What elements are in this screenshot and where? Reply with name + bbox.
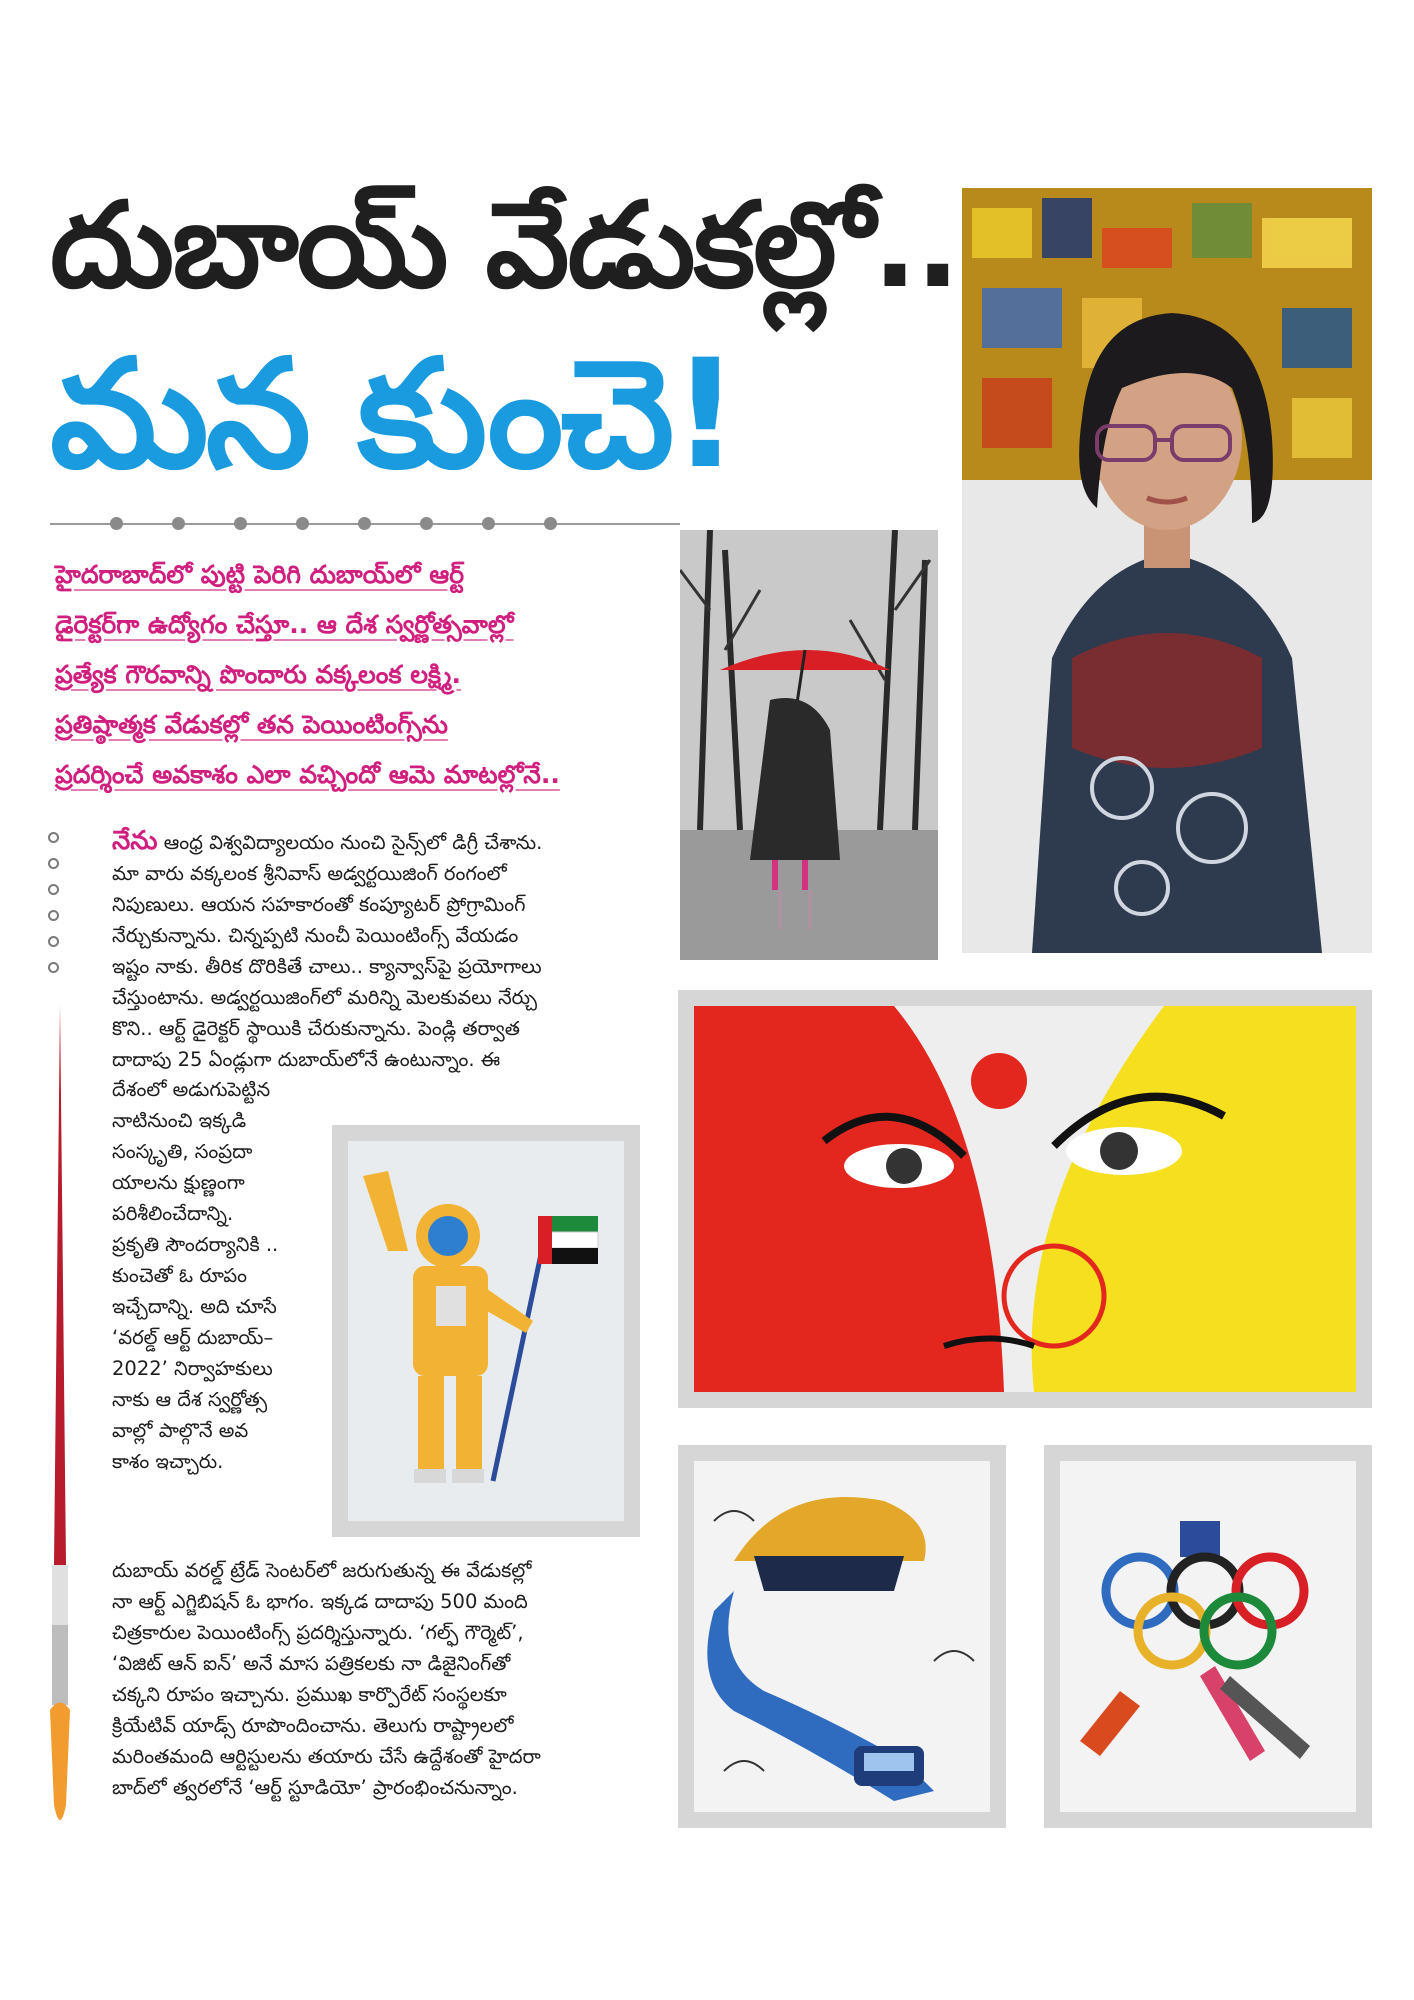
rule-dot [358,517,371,530]
body-line: సంస్కృతి, సంప్రదా [112,1140,253,1163]
circle-icon [48,962,59,973]
body-line: దేశంలో అడుగుపెట్టిన [112,1078,271,1101]
olympic-rings-painting [1044,1445,1372,1828]
body-text-block-2 [112,1074,327,1477]
circle-icon [48,884,59,895]
lead-line: ప్రత్యేక గౌరవాన్ని పొందారు వక్కలంక లక్ష్మి. [55,660,461,689]
drop-word: నేను [112,826,158,856]
durga-face-painting [678,990,1372,1408]
rule-dot [482,517,495,530]
body-first-line [112,826,652,858]
body-line: బాద్‌లో త్వరలోనే ‘ఆర్ట్‌ స్టూడియో’ ప్రారంభించనున్నాం. [112,1776,518,1799]
circle-icon [48,832,59,843]
body-line: దాదాపు 25 ఏండ్లుగా దుబాయ్‌లోనే ఉంటున్నాం. ఈ [112,1048,501,1071]
body-line: నిపుణులు. ఆయన సహకారంతో కంప్యూటర్‌ ప్రోగ్రామింగ్‌ [112,893,526,916]
body-line: క్రియేటివ్‌ యాడ్స్‌ రూపొందించాను. తెలుగు రాష్ట్రాలలో [112,1714,514,1737]
body-line: యాలను క్షుణ్ణంగా [112,1171,245,1194]
rule-dot [296,517,309,530]
lead-paragraph [55,550,655,800]
lead-line: ప్రదర్శించే అవకాశం ఎలా వచ్చిందో ఆమె మాటల్లోనే.. [55,760,560,789]
body-line: 2022’ నిర్వాహకులు [112,1357,273,1380]
rule-dot [420,517,433,530]
body-line: ఇచ్చేదాన్ని. అది చూసే [112,1295,277,1318]
circle-icon [48,910,59,921]
lead-line: ప్రతిష్ఠాత్మక వేడుకల్లో తన పెయింటింగ్స్‌ను [55,710,448,739]
bullet-dots [48,832,62,988]
circle-icon [48,858,59,869]
body-line: ‘విజిట్‌ ఆన్‌ ఐన్‌’ అనే మాస పత్రికలకు నా డిజైనింగ్‌తో [112,1652,511,1675]
rule-dot [544,517,557,530]
body-line: నాటినుంచి ఇక్కడి [112,1109,247,1132]
body-text-block-1 [112,826,652,1075]
red-umbrella-painting [680,530,938,960]
headline-line2: మన కుంచె! [50,328,737,502]
body-line: ఆంధ్ర విశ్వవిద్యాలయం నుంచి సైన్స్‌లో డిగ్రీ చేశాను. [157,831,543,854]
metro-train-painting [678,1445,1006,1828]
body-line: వాల్లో పాల్గొనే అవ [112,1419,249,1442]
rule-dot [234,517,247,530]
body-line: మా వారు వక్కలంక శ్రీనివాస్‌ అడ్వర్టయిజింగ్‌ రంగంలో [112,862,507,885]
portrait-photo [962,188,1372,953]
body-line: ఇష్టం నాకు. తీరిక దొరికితే చాలు.. క్యాన్వాస్‌పై ప్రయోగాలు [112,955,542,978]
body-line: కొని.. ఆర్ట్‌ డైరెక్టర్‌ స్థాయికి చేరుకున్నాను. పెండ్లి తర్వాత [112,1017,520,1040]
body-line: కాశం ఇచ్చారు. [112,1450,224,1473]
lead-line: డైరెక్టర్‌గా ఉద్యోగం చేస్తూ.. ఆ దేశ స్వర్ణోత్సవాల్లో [55,610,514,639]
body-text-block-3 [112,1555,652,1803]
body-line: నా ఆర్ట్‌ ఎగ్జిబిషన్‌ ఓ భాగం. ఇక్కడ దాదాపు 500 మంది [112,1590,528,1613]
body-line: ‘వరల్డ్‌ ఆర్ట్‌ దుబాయ్‌– [112,1326,274,1349]
body-line: నేర్చుకున్నాను. చిన్నప్పటి నుంచీ పెయింటింగ్స్‌ వేయడం [112,924,519,947]
body-line: నాకు ఆ దేశ స్వర్ణోత్స [112,1388,268,1411]
body-line: ప్రకృతి సౌందర్యానికి .. [112,1233,279,1256]
lead-line: హైదరాబాద్‌లో పుట్టి పెరిగి దుబాయ్‌లో ఆర్ట్‌ [55,560,465,589]
headline-line1: దుబాయ్‌ వేడుకల్లో.. [50,176,959,314]
astronaut-uae-flag-painting [332,1125,640,1537]
circle-icon [48,936,59,947]
body-line: చేస్తుంటాను. అడ్వర్టయిజింగ్‌లో మరిన్ని మెలకువలు నేర్చు [112,986,538,1009]
rule-dot [172,517,185,530]
body-line: మరింతమంది ఆర్టిస్టులను తయారు చేసే ఉద్దేశంతో హైదరా [112,1745,541,1768]
body-line: చిత్రకారుల పెయింటింగ్స్‌ ప్రదర్శిస్తున్నారు. ‘గల్ఫ్‌ గౌర్మెట్‌’, [112,1621,524,1644]
body-line: చక్కని రూపం ఇచ్చాను. ప్రముఖ కార్పొరేట్‌ సంస్థలకూ [112,1683,507,1706]
body-line: కుంచెతో ఓ రూపం [112,1264,248,1287]
body-line: పరిశీలించేదాన్ని. [112,1202,234,1225]
body-line: దుబాయ్‌ వరల్డ్‌ ట్రేడ్‌ సెంటర్‌లో జరుగుతున్న ఈ వేడుకల్లో [112,1559,532,1582]
rule-dot [110,517,123,530]
paintbrush-illustration [40,1005,80,1835]
